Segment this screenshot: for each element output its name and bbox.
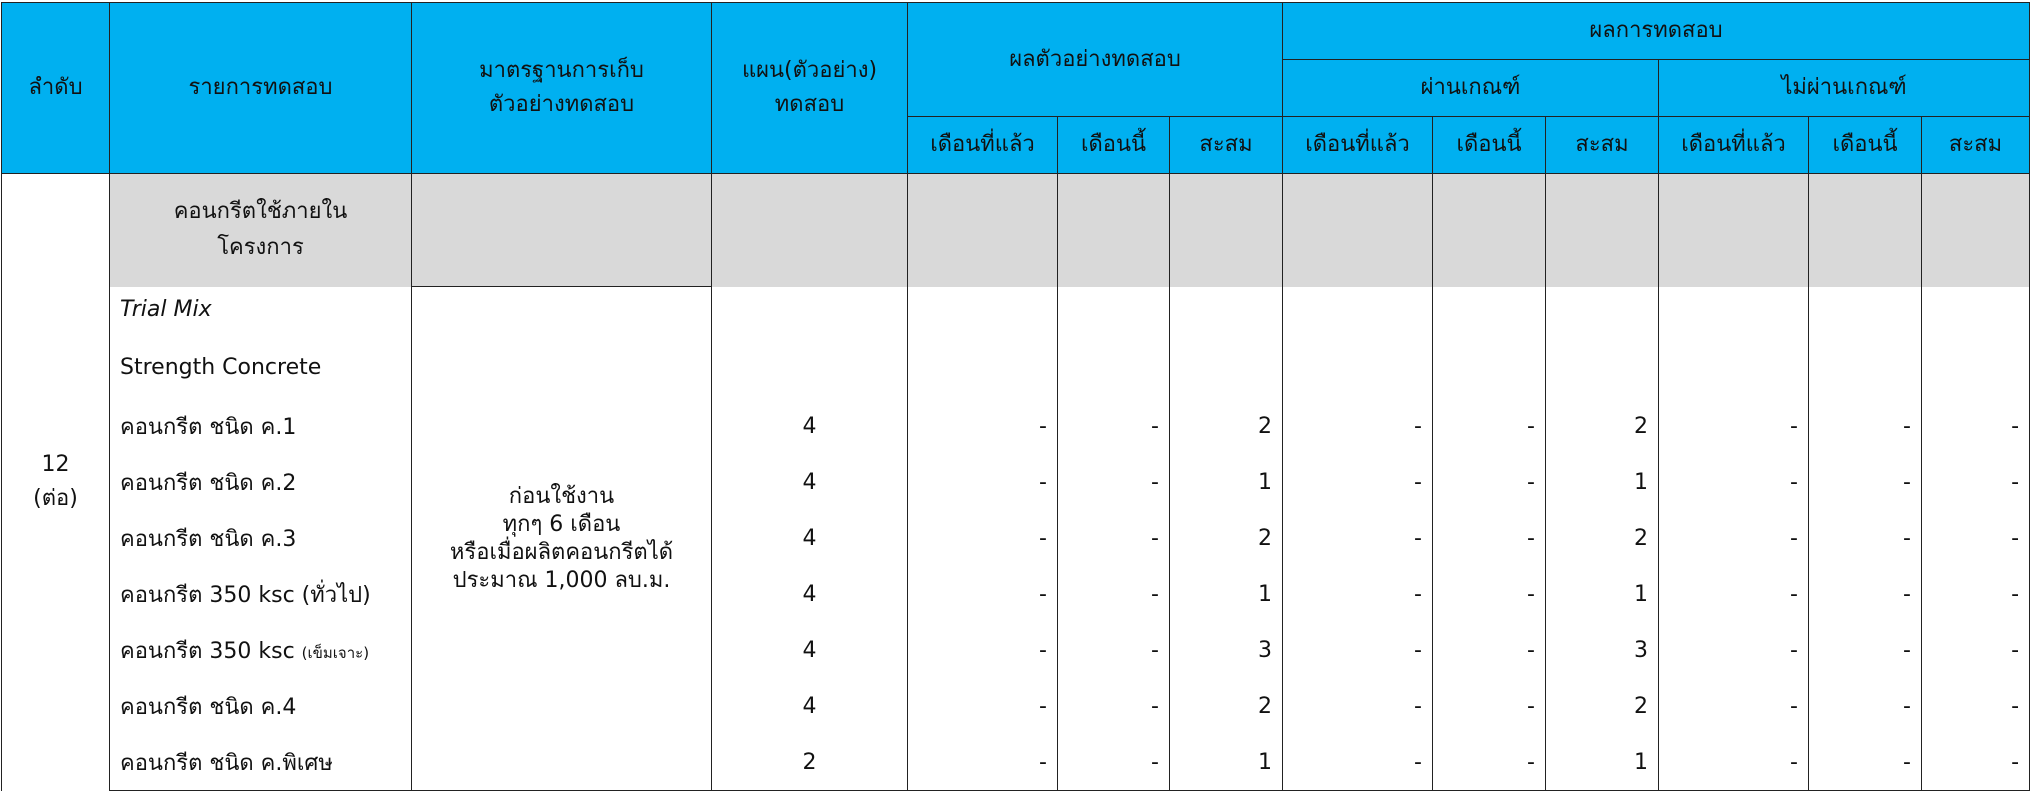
header-plan-line1: แผน(ตัวอย่าง) — [741, 58, 878, 83]
strength-label: Strength Concrete — [110, 343, 412, 399]
row-sample-this-month: - — [1058, 399, 1170, 455]
row-pass-last-month: - — [1283, 567, 1433, 623]
row-pass-this-month: - — [1433, 455, 1546, 511]
row-fail-last-month: - — [1659, 399, 1809, 455]
row-sample-cumulative: 1 — [1170, 567, 1283, 623]
row-pass-cumulative: 1 — [1546, 455, 1659, 511]
row-fail-last-month: - — [1659, 567, 1809, 623]
row-pass-last-month: - — [1283, 679, 1433, 735]
seq-cont: (ต่อ) — [33, 486, 78, 512]
row-fail-this-month: - — [1809, 735, 1922, 791]
row-item-name — [110, 455, 412, 511]
row-pass-this-month: - — [1433, 679, 1546, 735]
seq-cell — [2, 174, 110, 791]
header-pass-cumulative: สะสม — [1546, 117, 1659, 174]
row-item-label: คอนกรีต 350 ksc (ทั่วไป) — [120, 583, 371, 608]
row-sample-cumulative: 2 — [1170, 399, 1283, 455]
row-sample-cumulative: 1 — [1170, 455, 1283, 511]
header-sample-last-month: เดือนที่แล้ว — [908, 117, 1058, 174]
row-fail-cumulative: - — [1922, 399, 2030, 455]
table-row — [2, 455, 2030, 511]
standard-line3: หรือเมื่อผลิตคอนกรีตได้ — [449, 539, 674, 565]
row-sample-this-month: - — [1058, 567, 1170, 623]
trial-mix-label: Trial Mix — [110, 287, 412, 343]
row-fail-last-month: - — [1659, 511, 1809, 567]
row-sample-this-month: - — [1058, 679, 1170, 735]
row-sample-last-month: - — [908, 455, 1058, 511]
row-sample-last-month: - — [908, 735, 1058, 791]
row-sample-cumulative: 2 — [1170, 511, 1283, 567]
header-pass: ผ่านเกณฑ์ — [1283, 60, 1659, 117]
row-fail-this-month: - — [1809, 455, 1922, 511]
header-standard — [412, 3, 712, 174]
header-fail-this-month: เดือนนี้ — [1809, 117, 1922, 174]
header-sample-results: ผลตัวอย่างทดสอบ — [908, 3, 1283, 117]
row-fail-last-month: - — [1659, 679, 1809, 735]
header-fail: ไม่ผ่านเกณฑ์ — [1659, 60, 2030, 117]
row-sample-last-month: - — [908, 567, 1058, 623]
row-sample-this-month: - — [1058, 511, 1170, 567]
header-test-results: ผลการทดสอบ — [1283, 3, 2030, 60]
table-row — [2, 679, 2030, 735]
row-pass-this-month: - — [1433, 399, 1546, 455]
row-pass-this-month: - — [1433, 511, 1546, 567]
row-plan: 4 — [712, 455, 908, 511]
row-sample-last-month: - — [908, 511, 1058, 567]
row-item-label: คอนกรีต ชนิด ค.2 — [120, 471, 297, 496]
row-plan: 4 — [712, 399, 908, 455]
header-item: รายการทดสอบ — [110, 3, 412, 174]
row-pass-cumulative: 1 — [1546, 735, 1659, 791]
row-item-name — [110, 567, 412, 623]
row-item-label: คอนกรีต ชนิด ค.4 — [120, 695, 297, 720]
row-plan: 4 — [712, 567, 908, 623]
row-fail-this-month: - — [1809, 399, 1922, 455]
row-pass-last-month: - — [1283, 735, 1433, 791]
row-pass-cumulative: 2 — [1546, 679, 1659, 735]
row-fail-cumulative: - — [1922, 567, 2030, 623]
header-sample-this-month: เดือนนี้ — [1058, 117, 1170, 174]
row-plan: 2 — [712, 735, 908, 791]
standard-line2: ทุกๆ 6 เดือน — [502, 511, 621, 537]
group-title-line2: โครงการ — [217, 235, 304, 261]
row-pass-last-month: - — [1283, 511, 1433, 567]
row-item-name — [110, 679, 412, 735]
row-item-name — [110, 399, 412, 455]
row-sample-cumulative: 2 — [1170, 679, 1283, 735]
row-pass-this-month: - — [1433, 623, 1546, 679]
table-row — [2, 511, 2030, 567]
row-pass-cumulative: 2 — [1546, 399, 1659, 455]
table-body — [2, 174, 2030, 791]
header-plan — [712, 3, 908, 174]
row-sample-last-month: - — [908, 623, 1058, 679]
row-fail-last-month: - — [1659, 735, 1809, 791]
row-item-name — [110, 511, 412, 567]
row-item-name — [110, 623, 412, 679]
row-pass-last-month: - — [1283, 399, 1433, 455]
header-standard-line1: มาตรฐานการเก็บ — [479, 58, 644, 83]
table-row — [2, 567, 2030, 623]
group-title-line1: คอนกรีตใช้ภายใน — [173, 199, 348, 225]
header-pass-this-month: เดือนนี้ — [1433, 117, 1546, 174]
header-standard-line2: ตัวอย่างทดสอบ — [488, 92, 635, 117]
table-row — [2, 623, 2030, 679]
row-sample-this-month: - — [1058, 623, 1170, 679]
row-sample-cumulative: 3 — [1170, 623, 1283, 679]
standard-line4: ประมาณ 1,000 ลบ.ม. — [452, 567, 671, 593]
row-sample-last-month: - — [908, 679, 1058, 735]
row-fail-this-month: - — [1809, 567, 1922, 623]
row-fail-cumulative: - — [1922, 511, 2030, 567]
table-row — [2, 399, 2030, 455]
header-sample-cumulative: สะสม — [1170, 117, 1283, 174]
row-fail-cumulative: - — [1922, 735, 2030, 791]
row-sample-cumulative: 1 — [1170, 735, 1283, 791]
trial-mix-row — [2, 287, 2030, 343]
row-fail-this-month: - — [1809, 511, 1922, 567]
standard-line1: ก่อนใช้งาน — [508, 483, 615, 509]
seq-number: 12 — [41, 452, 70, 478]
row-plan: 4 — [712, 623, 908, 679]
row-fail-last-month: - — [1659, 455, 1809, 511]
row-pass-this-month: - — [1433, 735, 1546, 791]
header-plan-line2: ทดสอบ — [774, 92, 845, 117]
row-item-label: คอนกรีต ชนิด ค.พิเศษ — [120, 750, 333, 776]
group-title — [110, 174, 412, 287]
row-pass-this-month: - — [1433, 567, 1546, 623]
header-fail-cumulative: สะสม — [1922, 117, 2030, 174]
header-fail-last-month: เดือนที่แล้ว — [1659, 117, 1809, 174]
row-item-label: คอนกรีต ชนิด ค.3 — [120, 527, 297, 552]
row-pass-last-month: - — [1283, 455, 1433, 511]
group-row — [2, 174, 2030, 287]
table-row — [2, 735, 2030, 791]
row-fail-last-month: - — [1659, 623, 1809, 679]
row-pass-last-month: - — [1283, 623, 1433, 679]
row-item-label: คอนกรีต 350 ksc — [120, 639, 295, 664]
row-item-note: (เข็มเจาะ) — [301, 644, 370, 662]
row-sample-this-month: - — [1058, 735, 1170, 791]
row-pass-cumulative: 3 — [1546, 623, 1659, 679]
row-plan: 4 — [712, 679, 908, 735]
row-item-name — [110, 735, 412, 791]
row-plan: 4 — [712, 511, 908, 567]
row-pass-cumulative: 1 — [1546, 567, 1659, 623]
row-fail-cumulative: - — [1922, 455, 2030, 511]
row-item-label: คอนกรีต ชนิด ค.1 — [120, 415, 297, 440]
standard-cell — [412, 287, 712, 791]
row-pass-cumulative: 2 — [1546, 511, 1659, 567]
row-fail-this-month: - — [1809, 679, 1922, 735]
test-results-table — [1, 2, 2030, 791]
row-sample-this-month: - — [1058, 455, 1170, 511]
row-fail-this-month: - — [1809, 623, 1922, 679]
table-header — [2, 3, 2030, 174]
row-fail-cumulative: - — [1922, 623, 2030, 679]
strength-row — [2, 343, 2030, 399]
row-sample-last-month: - — [908, 399, 1058, 455]
header-pass-last-month: เดือนที่แล้ว — [1283, 117, 1433, 174]
row-fail-cumulative: - — [1922, 679, 2030, 735]
header-seq: ลำดับ — [2, 3, 110, 174]
